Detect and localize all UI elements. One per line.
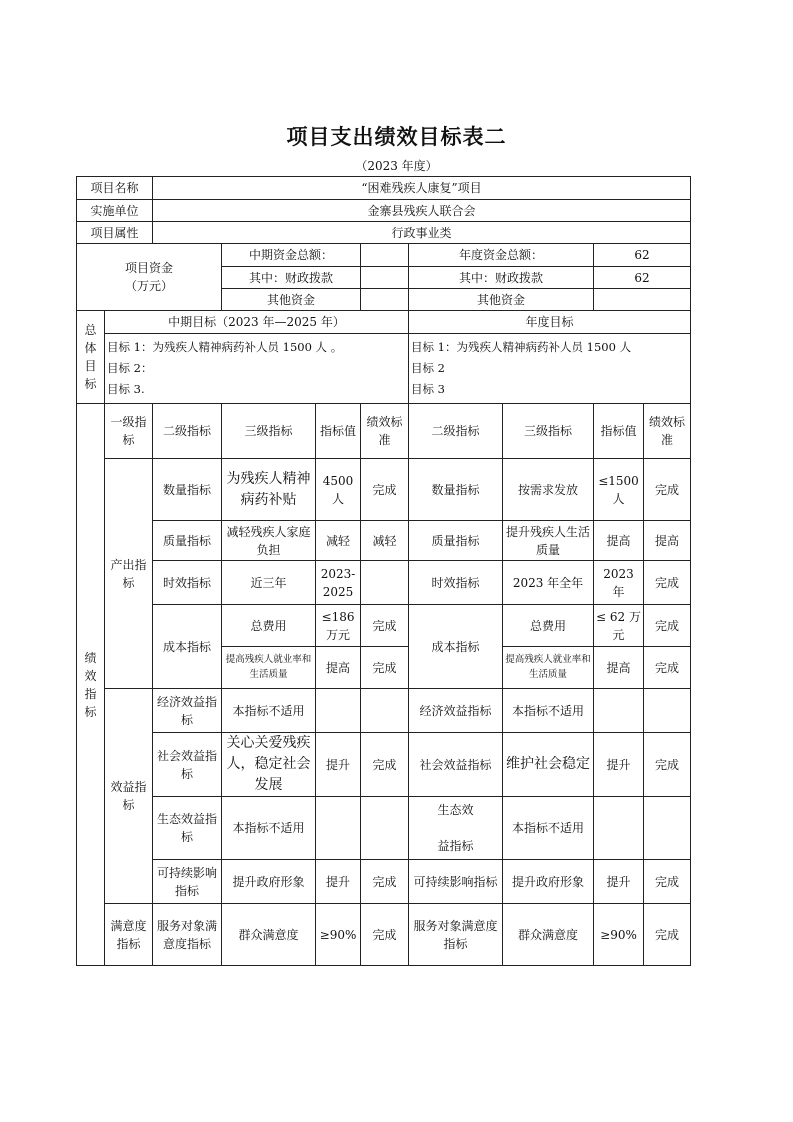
header-mid-standard: 绩效标准 — [361, 404, 409, 459]
header-mid-level3: 三级指标 — [222, 404, 316, 459]
cost-yr-value-a: ≤ 62 万元 — [594, 605, 644, 647]
year-goal-2: 目标 2 — [411, 361, 445, 375]
attr-value: 行政事业类 — [153, 222, 691, 244]
timeliness-yr-std: 完成 — [644, 561, 691, 605]
social-mid-value: 提升 — [316, 733, 361, 797]
satisfaction-mid-std: 完成 — [361, 904, 409, 966]
table-row — [77, 561, 691, 605]
quantity-yr-value: ≤1500人 — [594, 459, 644, 521]
economic-yr-l2: 经济效益指标 — [409, 689, 503, 733]
satisfaction-yr-l2: 服务对象满意度指标 — [409, 904, 503, 966]
unit-label: 实施单位 — [77, 200, 153, 222]
sustainable-yr-l2: 可持续影响指标 — [409, 860, 503, 904]
timeliness-mid-std — [361, 561, 409, 605]
cost-mid-l2: 成本指标 — [153, 605, 222, 689]
timeliness-yr-l2: 时效指标 — [409, 561, 503, 605]
sustainable-yr-l3: 提升政府形象 — [503, 860, 594, 904]
ecological-mid-l3: 本指标不适用 — [222, 797, 316, 860]
social-yr-std: 完成 — [644, 733, 691, 797]
year-other-label: 其他资金 — [409, 289, 594, 311]
economic-mid-l3: 本指标不适用 — [222, 689, 316, 733]
table-row — [77, 860, 691, 904]
cost-mid-std-b: 完成 — [361, 647, 409, 689]
mid-goal-header: 中期目标（2023 年—2025 年） — [105, 311, 409, 334]
sustainable-mid-l2: 可持续影响指标 — [153, 860, 222, 904]
header-level1: 一级指标 — [105, 404, 153, 459]
ecological-mid-l2: 生态效益指标 — [153, 797, 222, 860]
social-yr-l3: 维护社会稳定 — [503, 733, 594, 797]
ecological-mid-value — [316, 797, 361, 860]
cost-mid-value-b: 提高 — [316, 647, 361, 689]
cost-yr-l2: 成本指标 — [409, 605, 503, 689]
cost-mid-l3-a: 总费用 — [222, 605, 316, 647]
quantity-yr-l2: 数量指标 — [409, 459, 503, 521]
ecological-yr-l2 — [409, 797, 503, 860]
performance-table — [76, 176, 691, 966]
document-title: 项目支出绩效目标表二 — [286, 124, 507, 149]
sustainable-mid-std: 完成 — [361, 860, 409, 904]
year-goal-3: 目标 3 — [411, 382, 445, 396]
quantity-mid-l2: 数量指标 — [153, 459, 222, 521]
quantity-mid-std: 完成 — [361, 459, 409, 521]
cost-mid-std-a: 完成 — [361, 605, 409, 647]
cost-yr-l3-a: 总费用 — [503, 605, 594, 647]
table-row — [77, 521, 691, 561]
overall-goals-row — [77, 334, 691, 404]
satisfaction-yr-value: ≥90% — [594, 904, 644, 966]
year-fiscal-value: 62 — [594, 267, 691, 289]
mid-other-label: 其他资金 — [222, 289, 361, 311]
table-row — [77, 904, 691, 966]
quality-mid-value: 减轻 — [316, 521, 361, 561]
ecological-mid-std — [361, 797, 409, 860]
quality-mid-l2: 质量指标 — [153, 521, 222, 561]
quality-mid-l3: 减轻残疾人家庭负担 — [222, 521, 316, 561]
ecological-yr-l3: 本指标不适用 — [503, 797, 594, 860]
mid-total-value — [361, 244, 409, 267]
table-row — [77, 605, 691, 647]
sustainable-mid-l3: 提升政府形象 — [222, 860, 316, 904]
header-year-level3: 三级指标 — [503, 404, 594, 459]
mid-goal-1: 目标 1：为残疾人精神病药补人员 1500 人 。 — [107, 340, 343, 354]
satisfaction-yr-l3: 群众满意度 — [503, 904, 594, 966]
sustainable-yr-value: 提升 — [594, 860, 644, 904]
sustainable-mid-value: 提升 — [316, 860, 361, 904]
economic-yr-l3: 本指标不适用 — [503, 689, 594, 733]
cost-yr-value-b: 提高 — [594, 647, 644, 689]
sustainable-yr-std: 完成 — [644, 860, 691, 904]
header-year-standard: 绩效标准 — [644, 404, 691, 459]
social-mid-std: 完成 — [361, 733, 409, 797]
group-benefit: 效益指标 — [105, 689, 153, 904]
year-fiscal-label: 其中：财政拨款 — [409, 267, 594, 289]
satisfaction-mid-l3: 群众满意度 — [222, 904, 316, 966]
satisfaction-mid-l2: 服务对象满意度指标 — [153, 904, 222, 966]
social-yr-l2: 社会效益指标 — [409, 733, 503, 797]
mid-total-label: 中期资金总额： — [222, 244, 361, 267]
quality-yr-std: 提高 — [644, 521, 691, 561]
table-row — [77, 459, 691, 521]
year-goal-header: 年度目标 — [409, 311, 691, 334]
ecological-yr-std — [644, 797, 691, 860]
mid-goals — [105, 334, 409, 404]
year-total-value: 62 — [594, 244, 691, 267]
perf-label: 绩效指标 — [77, 404, 105, 966]
cost-mid-value-a: ≤186 万元 — [316, 605, 361, 647]
timeliness-mid-l2: 时效指标 — [153, 561, 222, 605]
social-yr-value: 提升 — [594, 733, 644, 797]
header-year-level2: 二级指标 — [409, 404, 503, 459]
quantity-yr-std: 完成 — [644, 459, 691, 521]
indicator-header-row — [77, 404, 691, 459]
quantity-yr-l3: 按需求发放 — [503, 459, 594, 521]
ecological-yr-l2-a: 生态效 — [437, 803, 474, 817]
quantity-mid-value: 4500人 — [316, 459, 361, 521]
table-row — [77, 797, 691, 860]
quality-mid-std: 减轻 — [361, 521, 409, 561]
quality-yr-value: 提高 — [594, 521, 644, 561]
document-year: （2023 年度） — [355, 159, 438, 173]
timeliness-yr-l3: 2023 年全年 — [503, 561, 594, 605]
timeliness-mid-value: 2023-2025 — [316, 561, 361, 605]
funds-label-line1: 项目资金 — [125, 261, 174, 275]
year-other-value — [594, 289, 691, 311]
unit-row — [77, 200, 691, 222]
project-name-row — [77, 177, 691, 200]
funds-total-row — [77, 244, 691, 267]
social-mid-l2: 社会效益指标 — [153, 733, 222, 797]
quality-yr-l3: 提升残疾人生活质量 — [503, 521, 594, 561]
cost-yr-std-b: 完成 — [644, 647, 691, 689]
header-mid-level2: 二级指标 — [153, 404, 222, 459]
satisfaction-yr-std: 完成 — [644, 904, 691, 966]
economic-mid-std — [361, 689, 409, 733]
economic-mid-value — [316, 689, 361, 733]
header-year-value: 指标值 — [594, 404, 644, 459]
funds-label — [77, 244, 222, 311]
mid-goal-2: 目标 2： — [107, 361, 153, 375]
cost-mid-l3-b: 提高残疾人就业率和生活质量 — [222, 647, 316, 689]
table-row — [77, 733, 691, 797]
economic-mid-l2: 经济效益指标 — [153, 689, 222, 733]
economic-yr-std — [644, 689, 691, 733]
social-mid-l3: 关心关爱残疾人，稳定社会发展 — [222, 733, 316, 797]
quantity-mid-l3: 为残疾人精神病药补贴 — [222, 459, 316, 521]
unit-value: 金寨县残疾人联合会 — [153, 200, 691, 222]
timeliness-mid-l3: 近三年 — [222, 561, 316, 605]
mid-other-value — [361, 289, 409, 311]
cost-yr-std-a: 完成 — [644, 605, 691, 647]
quality-yr-l2: 质量指标 — [409, 521, 503, 561]
project-name-value: “困难残疾人康复”项目 — [153, 177, 691, 200]
attr-label: 项目属性 — [77, 222, 153, 244]
header-mid-value: 指标值 — [316, 404, 361, 459]
ecological-yr-value — [594, 797, 644, 860]
year-total-label: 年度资金总额： — [409, 244, 594, 267]
mid-goal-3: 目标 3. — [107, 382, 145, 396]
ecological-yr-l2-b: 益指标 — [437, 839, 474, 853]
overall-label: 总体目标 — [77, 311, 105, 404]
mid-fiscal-label: 其中：财政拨款 — [222, 267, 361, 289]
attr-row — [77, 222, 691, 244]
table-row — [77, 689, 691, 733]
group-satisfaction: 满意度指标 — [105, 904, 153, 966]
satisfaction-mid-value: ≥90% — [316, 904, 361, 966]
timeliness-yr-value: 2023 年 — [594, 561, 644, 605]
year-goal-1: 目标 1：为残疾人精神病药补人员 1500 人 — [411, 340, 632, 354]
funds-label-line2: （万元） — [125, 279, 174, 293]
cost-yr-l3-b: 提高残疾人就业率和生活质量 — [503, 647, 594, 689]
group-output: 产出指标 — [105, 459, 153, 689]
project-name-label: 项目名称 — [77, 177, 153, 200]
overall-header-row — [77, 311, 691, 334]
economic-yr-value — [594, 689, 644, 733]
mid-fiscal-value — [361, 267, 409, 289]
year-goals — [409, 334, 691, 404]
